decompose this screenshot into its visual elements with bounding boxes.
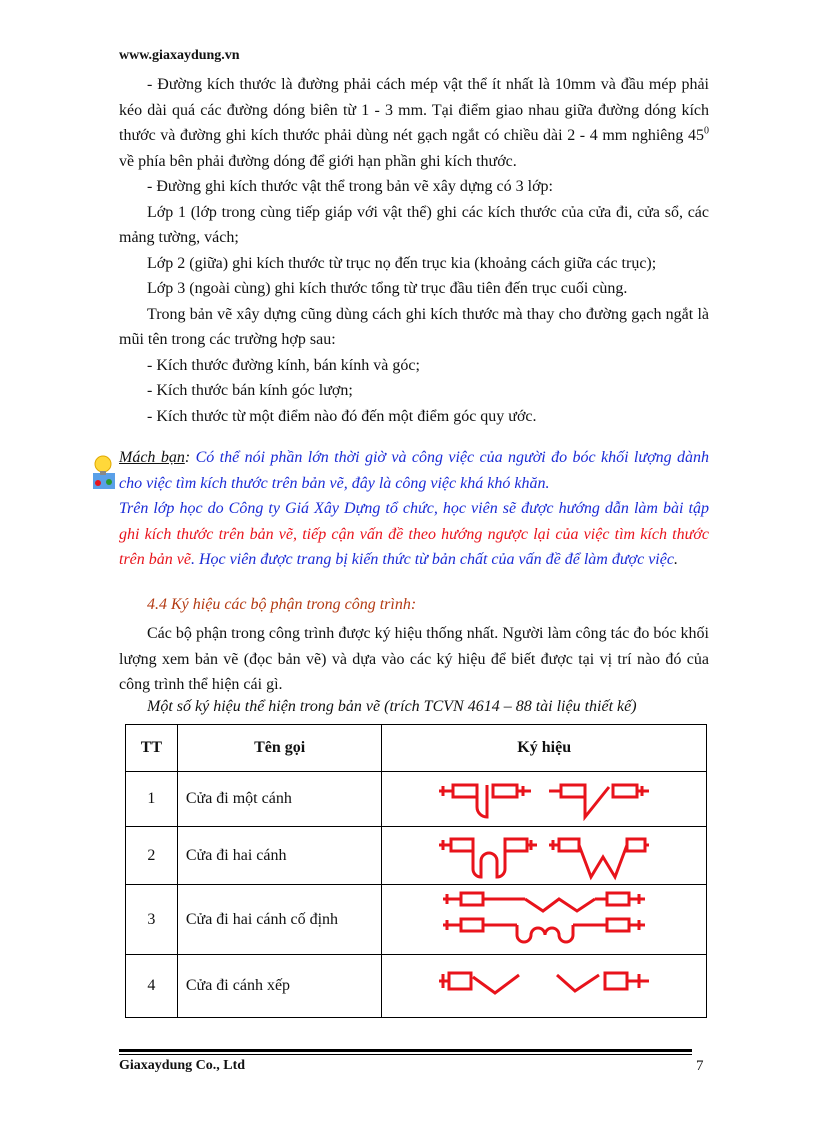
header-symbol: Ký hiệu <box>382 725 707 772</box>
door-double-fixed-symbol <box>439 891 649 949</box>
paragraph-three-layers: - Đường ghi kích thước vật thể trong bản vẽ xây dựng có 3 lớp: <box>147 178 553 195</box>
tip-label: Mách bạn <box>119 449 185 466</box>
paragraph-layer-2: Lớp 2 (giữa) ghi kích thước từ trục nọ đến trục kia (khoảng cách giữa các trục); <box>147 254 657 272</box>
table-row: 1 Cửa đi một cánh <box>126 772 707 827</box>
footer-company: Giaxaydung Co., Ltd <box>119 1058 246 1073</box>
table-row: 2 Cửa đi hai cánh <box>126 827 707 885</box>
paragraph-dimension-line: - Đường kích thước là đường phải cách mép vật thể ít nhất là 10mm và đầu mép phải kéo dài quá các đường dóng biên từ 1 - 3 mm. Tại điểm giao nhau giữa đường dóng kích thước và đường ghi kích thước phải dùng nét gạch ngắt có chiều dài 2 - 4 mm nghiêng $45^0$ về phía bên phải đường dóng để giới hạn phần ghi kích thước. <box>119 76 709 170</box>
footer-rule <box>119 1049 692 1052</box>
page-number: 7 <box>696 1058 704 1074</box>
lightbulb-icon <box>92 453 118 491</box>
footer-rule-thin <box>119 1054 692 1055</box>
header-name: Tên gọi <box>177 725 382 772</box>
tip-paragraph-2: Trên lớp học do Công ty Giá Xây Dựng tổ chức, học viên sẽ được hướng dẫn làm bài tập ghi kích thước trên bản vẽ, tiếp cận vấn đề theo hướng ngược lại của việc tìm kích thước trên bản vẽ. Học viên được trang bị kiến thức từ bản chất của vấn đề để làm được việc. <box>119 500 709 568</box>
table-row: 3 Cửa đi hai cánh cố định <box>126 885 707 955</box>
table-caption: Một số ký hiệu thể hiện trong bản vẽ (trích TCVN 4614 – 88 tài liệu thiết kế) <box>147 698 637 715</box>
door-single-leaf-symbol <box>439 777 649 821</box>
door-double-leaf-symbol <box>439 831 649 881</box>
section-heading: 4.4 Ký hiệu các bộ phận trong công trình: <box>147 596 417 613</box>
tip-paragraph-1: Mách bạn: Có thể nói phần lớn thời giờ và công việc của người đo bóc khối lượng dành cho việc tìm kích thước trên bản vẽ, đây là công việc khá khó khăn. <box>119 449 710 492</box>
section-body: Các bộ phận trong công trình được ký hiệu thống nhất. Người làm công tác đo bóc khối lượng xem bản vẽ (đọc bản vẽ) và dựa vào các ký hiệu để biết được tại vị trí nào đó của công trình thể hiện cái gì. <box>119 625 709 693</box>
paragraph-layer-1: Lớp 1 (lớp trong cùng tiếp giáp với vật thể) ghi các kích thước của cửa đi, cửa sổ, các mảng tường, vách; <box>119 203 709 246</box>
site-url: www.giaxaydung.vn <box>119 48 240 63</box>
bullet-diameter: - Kích thước đường kính, bán kính và góc; <box>147 356 420 374</box>
paragraph-arrow-usage: Trong bản vẽ xây dựng cũng dùng cách ghi kích thước mà thay cho đường gạch ngắt là mũi tên trong các trường hợp sau: <box>119 305 709 348</box>
table-header-row <box>126 725 707 772</box>
paragraph-layer-3: Lớp 3 (ngoài cùng) ghi kích thước tổng từ trục đầu tiên đến trục cuối cùng. <box>147 280 628 297</box>
bullet-point-angle: - Kích thước từ một điểm nào đó đến một điểm góc quy ước. <box>147 407 537 425</box>
header-tt: TT <box>126 725 178 772</box>
table-row: 4 Cửa đi cánh xếp <box>126 955 707 1018</box>
door-folding-symbol <box>439 967 649 1005</box>
symbol-table <box>125 724 707 1018</box>
tip-box <box>119 445 709 573</box>
body-text-top <box>119 72 709 429</box>
bullet-radius: - Kích thước bán kính góc lượn; <box>147 382 353 399</box>
